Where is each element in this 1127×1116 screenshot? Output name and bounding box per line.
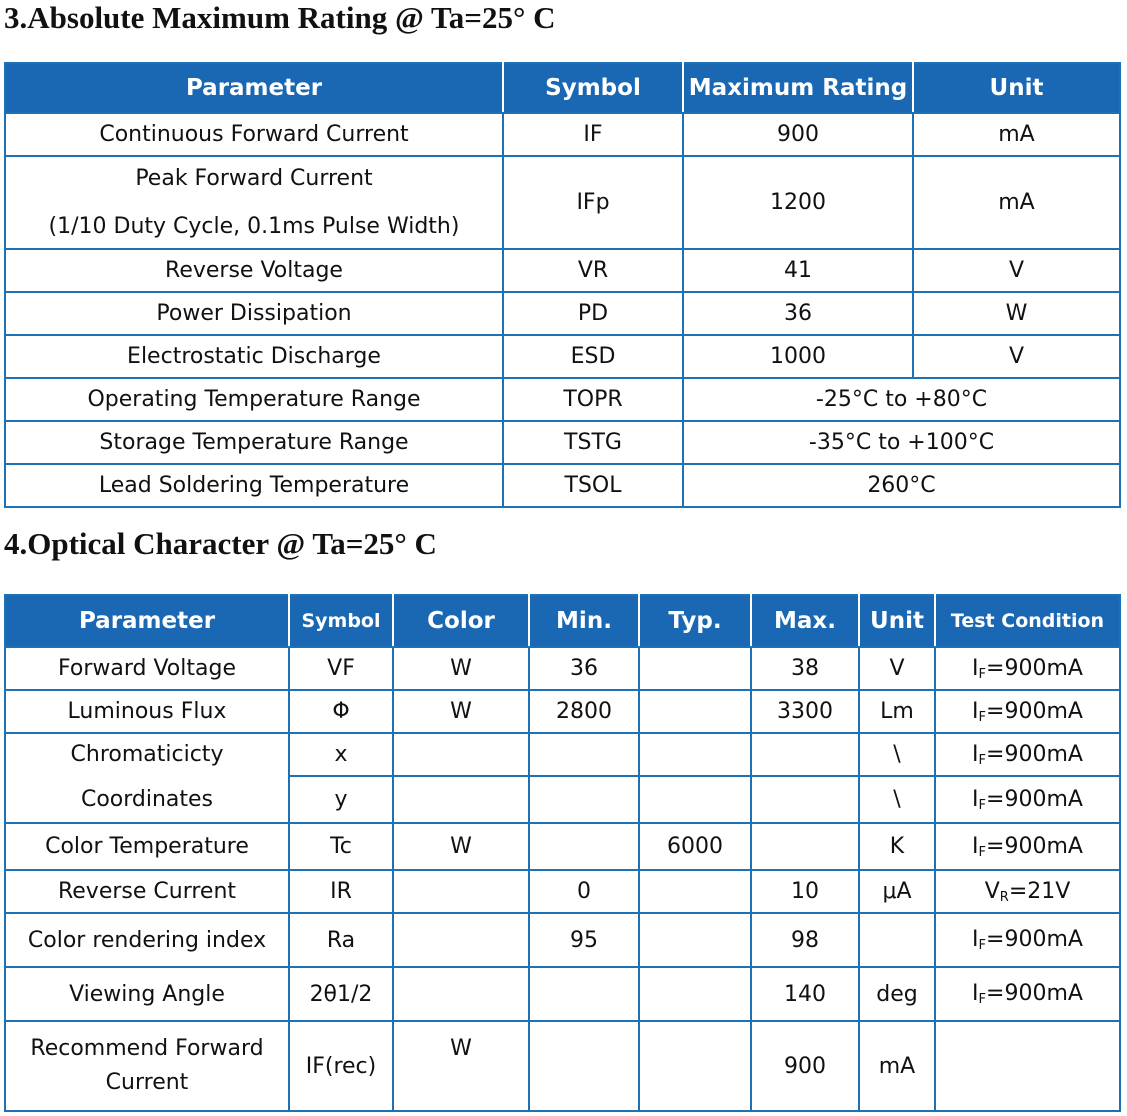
typ-cell <box>639 690 751 733</box>
table-row <box>5 113 1120 156</box>
max-cell: 900 <box>751 1021 859 1111</box>
test-condition-cell: $I_F=900mA$ <box>935 647 1120 690</box>
parameter-cell <box>5 1021 289 1111</box>
unit-cell: μA <box>859 870 935 913</box>
table-row <box>5 1021 1120 1111</box>
rating-cell: 1000 <box>683 335 913 378</box>
parameter-cell: Operating Temperature Range <box>5 378 503 421</box>
parameter-line: Recommend Forward <box>30 1036 264 1061</box>
rating-cell: 41 <box>683 249 913 292</box>
parameter-cell: Reverse Voltage <box>5 249 503 292</box>
color-cell <box>393 733 529 776</box>
symbol-cell: x <box>289 733 393 776</box>
parameter-cell: Chromaticicty <box>5 733 289 776</box>
unit-cell: mA <box>913 156 1120 249</box>
symbol-cell: ESD <box>503 335 683 378</box>
rating-cell: -25°C to +80°C <box>683 378 1120 421</box>
symbol-cell: TSTG <box>503 421 683 464</box>
table-row <box>5 913 1120 967</box>
symbol-cell: 2θ1/2 <box>289 967 393 1021</box>
parameter-cell: Coordinates <box>5 776 289 823</box>
symbol-cell: VF <box>289 647 393 690</box>
parameter-cell: Color rendering index <box>5 913 289 967</box>
header-max: Max. <box>751 595 859 647</box>
section-title-absolute-max: 3.Absolute Maximum Rating @ Ta=25° C <box>4 0 556 35</box>
test-condition-cell: $I_F=900mA$ <box>935 913 1120 967</box>
table-row <box>5 690 1120 733</box>
typ-cell <box>639 913 751 967</box>
color-cell: W <box>393 647 529 690</box>
symbol-cell: PD <box>503 292 683 335</box>
max-cell <box>751 776 859 823</box>
color-cell <box>393 967 529 1021</box>
table-row <box>5 421 1120 464</box>
parameter-cell: Reverse Current <box>5 870 289 913</box>
unit-cell: K <box>859 823 935 870</box>
parameter-line: Current <box>105 1070 189 1095</box>
min-cell <box>529 823 639 870</box>
table-row <box>5 776 1120 823</box>
symbol-cell: TSOL <box>503 464 683 507</box>
symbol-cell: IFp <box>503 156 683 249</box>
table-row <box>5 870 1120 913</box>
absolute-max-table <box>4 62 1121 508</box>
unit-cell: \ <box>859 776 935 823</box>
test-condition-cell: $I_F=900mA$ <box>935 823 1120 870</box>
typ-cell <box>639 733 751 776</box>
color-cell <box>393 870 529 913</box>
header-symbol: Symbol <box>289 595 393 647</box>
typ-cell <box>639 967 751 1021</box>
max-cell: 140 <box>751 967 859 1021</box>
unit-cell: W <box>913 292 1120 335</box>
rating-cell: 1200 <box>683 156 913 249</box>
color-cell: W <box>393 823 529 870</box>
optical-table <box>4 594 1121 1112</box>
unit-cell: mA <box>913 113 1120 156</box>
header-unit: Unit <box>859 595 935 647</box>
typ-cell <box>639 1021 751 1111</box>
max-cell: 38 <box>751 647 859 690</box>
typ-cell <box>639 870 751 913</box>
unit-cell: V <box>859 647 935 690</box>
unit-cell: deg <box>859 967 935 1021</box>
symbol-cell: Φ <box>289 690 393 733</box>
min-cell <box>529 776 639 823</box>
color-cell: W <box>393 1021 529 1111</box>
table-row <box>5 823 1120 870</box>
test-condition-cell: $I_F=900mA$ <box>935 776 1120 823</box>
symbol-cell: IF(rec) <box>289 1021 393 1111</box>
max-cell: 98 <box>751 913 859 967</box>
test-condition-cell: $V_R=21V$ <box>935 870 1120 913</box>
symbol-cell: IF <box>503 113 683 156</box>
rating-cell: 36 <box>683 292 913 335</box>
parameter-cell: Electrostatic Discharge <box>5 335 503 378</box>
table-row <box>5 647 1120 690</box>
min-cell <box>529 733 639 776</box>
unit-cell <box>859 913 935 967</box>
parameter-line: Peak Forward Current <box>135 165 373 191</box>
table-row <box>5 156 1120 249</box>
symbol-cell: Ra <box>289 913 393 967</box>
table-row <box>5 464 1120 507</box>
unit-cell: V <box>913 249 1120 292</box>
parameter-cell: Forward Voltage <box>5 647 289 690</box>
symbol-cell: Tc <box>289 823 393 870</box>
table-row <box>5 249 1120 292</box>
header-parameter: Parameter <box>5 63 503 113</box>
parameter-cell: Luminous Flux <box>5 690 289 733</box>
header-maximum-rating: Maximum Rating <box>683 63 913 113</box>
symbol-cell: IR <box>289 870 393 913</box>
symbol-cell: y <box>289 776 393 823</box>
typ-cell <box>639 647 751 690</box>
test-condition-cell <box>935 1021 1120 1111</box>
max-cell: 10 <box>751 870 859 913</box>
parameter-cell: Power Dissipation <box>5 292 503 335</box>
max-cell <box>751 733 859 776</box>
min-cell: 0 <box>529 870 639 913</box>
max-cell <box>751 823 859 870</box>
header-row <box>5 63 1120 113</box>
unit-cell: V <box>913 335 1120 378</box>
header-min: Min. <box>529 595 639 647</box>
table-row <box>5 378 1120 421</box>
parameter-cell: Viewing Angle <box>5 967 289 1021</box>
symbol-cell: TOPR <box>503 378 683 421</box>
unit-cell: \ <box>859 733 935 776</box>
header-row <box>5 595 1120 647</box>
parameter-cell: Storage Temperature Range <box>5 421 503 464</box>
test-condition-cell: $I_F=900mA$ <box>935 690 1120 733</box>
header-color: Color <box>393 595 529 647</box>
min-cell: 95 <box>529 913 639 967</box>
rating-cell: 260°C <box>683 464 1120 507</box>
unit-cell: Lm <box>859 690 935 733</box>
table-row <box>5 292 1120 335</box>
header-symbol: Symbol <box>503 63 683 113</box>
table-row <box>5 733 1120 776</box>
min-cell: 36 <box>529 647 639 690</box>
min-cell <box>529 1021 639 1111</box>
max-cell: 3300 <box>751 690 859 733</box>
header-unit: Unit <box>913 63 1120 113</box>
color-cell <box>393 776 529 823</box>
parameter-cell: Continuous Forward Current <box>5 113 503 156</box>
typ-cell <box>639 776 751 823</box>
min-cell <box>529 967 639 1021</box>
parameter-cell <box>5 156 503 249</box>
test-condition-cell: $I_F=900mA$ <box>935 967 1120 1021</box>
parameter-cell: Lead Soldering Temperature <box>5 464 503 507</box>
header-typ: Typ. <box>639 595 751 647</box>
header-parameter: Parameter <box>5 595 289 647</box>
table-row <box>5 335 1120 378</box>
header-test-condition: Test Condition <box>935 595 1120 647</box>
rating-cell: 900 <box>683 113 913 156</box>
color-cell <box>393 913 529 967</box>
table-row <box>5 967 1120 1021</box>
parameter-cell: Color Temperature <box>5 823 289 870</box>
min-cell: 2800 <box>529 690 639 733</box>
typ-cell: 6000 <box>639 823 751 870</box>
rating-cell: -35°C to +100°C <box>683 421 1120 464</box>
test-condition-cell: $I_F=900mA$ <box>935 733 1120 776</box>
section-title-optical: 4.Optical Character @ Ta=25° C <box>4 526 437 561</box>
color-cell: W <box>393 690 529 733</box>
symbol-cell: VR <box>503 249 683 292</box>
unit-cell: mA <box>859 1021 935 1111</box>
parameter-line: (1/10 Duty Cycle, 0.1ms Pulse Width) <box>48 213 460 239</box>
